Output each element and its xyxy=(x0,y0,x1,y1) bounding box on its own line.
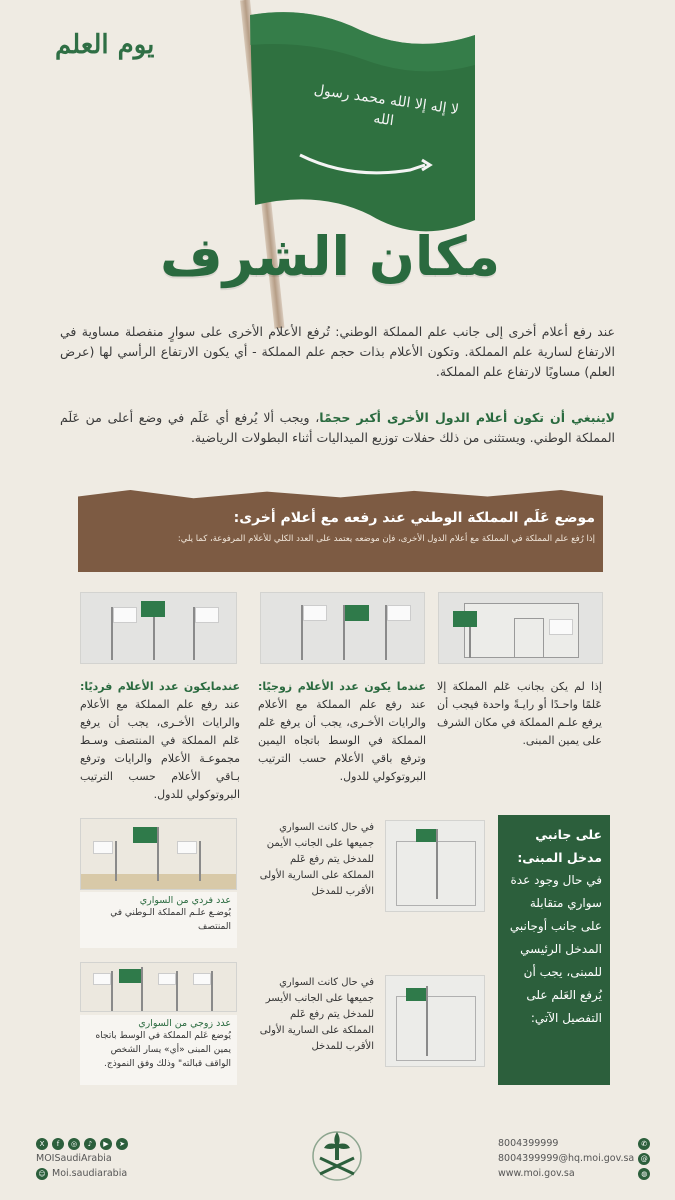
left-side-entrance-text: في حال كانت السواري جميعها على الجانب الأيسر للمدخل يتم رفع عَلم المملكة على السارية الأولى الأقرب للمدخل xyxy=(259,977,374,1052)
intro-paragraph-2-rest: ، ويجب ألا يُرفع أي عَلَم في وضع أعلى من عَلَم المملكة الوطني. ويستثنى من ذلك حفلات توزيع الميداليات أثناء البطولات الرياضية. xyxy=(60,410,615,445)
flag-day-logo: يوم العلم xyxy=(55,30,155,60)
phone-number[interactable]: 8004399999 xyxy=(498,1138,559,1149)
odd-count-block xyxy=(80,678,240,804)
instagram-icon[interactable]: ◎ xyxy=(68,1138,80,1150)
band-subtitle: إذا رُفع علم المملكة في المملكة مع أعلام الدول الأخرى، فإن موضعه يعتمد على العدد الكلي للأعلام المرفوعة، كما يلي: xyxy=(177,534,595,544)
odd-flags-illustration xyxy=(80,592,237,664)
youtube-icon[interactable]: ▶ xyxy=(100,1138,112,1150)
globe-icon: ◍ xyxy=(638,1168,650,1180)
right-side-entrance-text: في حال كانت السواري جميعها على الجانب الأيمن للمدخل يتم رفع عَلم المملكة على السارية الأولى الأقرب للمدخل xyxy=(259,822,374,897)
left-side-entrance-illustration xyxy=(385,975,485,1067)
building-illustration xyxy=(438,592,603,664)
email-icon: @ xyxy=(638,1153,650,1165)
entrance-box xyxy=(498,815,610,1085)
intro-paragraph-2-bold: لاينبغي أن تكون أعلام الدول الأخرى أكبر حجمًا xyxy=(319,410,615,425)
even-poles-illustration xyxy=(80,962,237,1012)
even-poles-text: يُوضع عَلم المملكة في الوسط باتجاه يمين المبنى «أي» يسار الشخص الواقف قبالته" وذلك وفق النموذج. xyxy=(95,1031,231,1069)
even-poles-title: عدد زوجي من السواري xyxy=(138,1018,231,1029)
right-side-entrance-illustration xyxy=(385,820,485,912)
section-band xyxy=(78,490,603,572)
phone-icon: ✆ xyxy=(638,1138,650,1150)
odd-poles-text: يُوضـع علـم المملكة الـوطني في المنتصف xyxy=(110,908,231,932)
telegram-icon[interactable]: ➤ xyxy=(116,1138,128,1150)
social-handle[interactable]: MOISaudiArabia xyxy=(36,1153,112,1164)
single-flag-text: إذا لم يكن بجانب عَلم المملكة إلا عَلمًا واحـدًا أو رايـةً واحدة فيجب أن يرفع علـم المملكة في مكان الشرف على يمين المبنى. xyxy=(437,680,602,747)
odd-poles-title: عدد فردي من السواري xyxy=(139,895,231,906)
entrance-box-text: في حال وجود عدة سواري متقابلة على جانب أوجانبي المدخل الرئيسي للمبنى، يجب أن يُرفع العَلم على التفصيل الآتي: xyxy=(509,873,602,1025)
odd-poles-illustration xyxy=(80,818,237,890)
even-count-text: عند رفع علم المملكة مع الأعلام والرايات الأخـرى، يجب أن يرفع عَلم المملكة في الوسط باتجاه اليمين وترفع باقي الأعلام حسب الترتيب البروتوكولي للدول. xyxy=(258,698,426,783)
tiktok-icon[interactable]: ♪ xyxy=(84,1138,96,1150)
facebook-icon[interactable]: f xyxy=(52,1138,64,1150)
footer-contacts xyxy=(498,1136,650,1181)
saudi-emblem-icon xyxy=(312,1128,362,1184)
snapchat-icon[interactable]: ☺ xyxy=(36,1168,48,1180)
email-address[interactable]: 8004399999@hq.moi.gov.sa xyxy=(498,1153,635,1164)
odd-poles-card xyxy=(80,892,237,948)
odd-count-heading: عندمايكون عدد الأعلام فرديًا: xyxy=(80,680,240,693)
social-icons xyxy=(36,1136,128,1151)
intro-paragraph-1: عند رفع أعلام أخرى إلى جانب علم المملكة الوطني: تُرفع الأعلام الأخرى على سوارٍ منفصلة مساوية في الارتفاع لسارية علم المملكة. وتكون الأعلام بذات حجم علم المملكة - أي يكون الارتفاع الرأسي لها (عرض العلم) مساويًا لارتفاع علم المملكة. xyxy=(60,324,615,379)
page-title: مكان الشرف xyxy=(159,225,501,288)
flag-shahada: لا إله إلا الله محمد رسول الله xyxy=(313,82,460,130)
odd-count-text: عند رفع علم المملكة مع الأعلام والرايات الأخـرى، يجب أن يرفع عَلم المملكة في المنتصف وسـط مجموعـة الأعلام والرايات وترفع بـاقي الأعلام حسب الترتيب البروتوكولي للدول. xyxy=(80,698,240,801)
even-flags-illustration xyxy=(260,592,425,664)
intro-paragraph-2 xyxy=(60,408,615,448)
even-count-heading: عندما يكون عدد الأعلام زوجيًا: xyxy=(258,680,426,693)
even-poles-card xyxy=(80,1015,237,1085)
band-title: موضع عَلَم المملكة الوطني عند رفعه مع أعلام أخرى: xyxy=(233,510,595,526)
snap-handle[interactable]: Moi.saudiarabia xyxy=(52,1168,128,1179)
x-icon[interactable]: X xyxy=(36,1138,48,1150)
even-count-block xyxy=(258,678,426,786)
website-url[interactable]: www.moi.gov.sa xyxy=(498,1168,575,1179)
footer-social xyxy=(36,1136,128,1181)
entrance-box-heading: على جانبي مدخل المبنى: xyxy=(517,827,602,865)
